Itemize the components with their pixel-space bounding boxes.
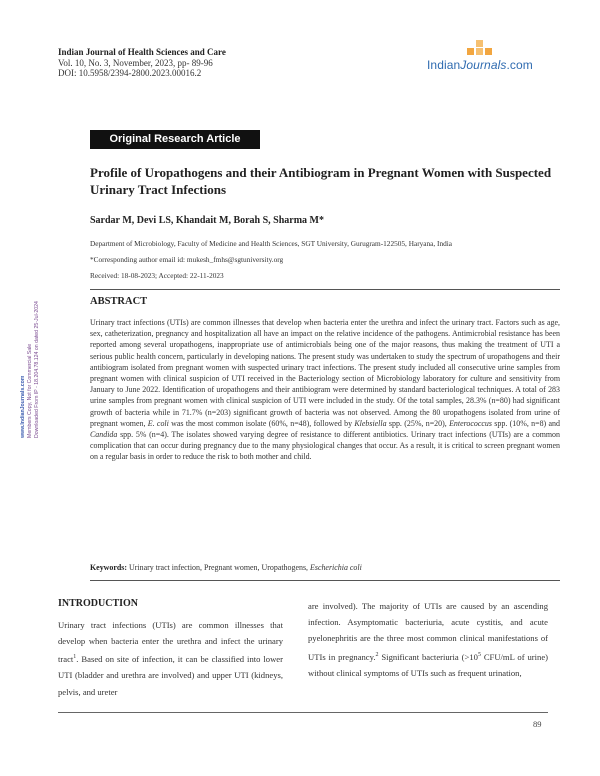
keywords: Keywords: Urinary tract infection, Pregnant women, Uropathogens, Escherichia coli [90, 563, 362, 572]
abstract-body: Urinary tract infections (UTIs) are common illnesses that develop when bacteria enter the urethra and infect the urinary tract. Factors such as age, sex, catheterization, pregnancy and hospitalization all have an impact on the relative incidence of the pathogens. Antimicrobial resistance has been reported among several uropathogens, inappropriate use of antimicrobials being one of the major reasons, thus making the treatment of UTI a serious public health concern, particularly in developing nations. The present study was undertaken to study the spectrum of uropathogens and their antibiogram isolated from pregnant women with suspected urinary tract infections. The present study included all consecutive urine samples from pregnant women with clinical suspicion of UTI received in the Bacteriology section of Microbiology laboratory for culture and sensitivity from January to June 2022. Identification of uropathogens and their antibiogram were determined by standard bacteriological techniques. A total of 283 urine samples from pregnant women with clinical suspicion of UTI were included in the study. Of the total samples, 28.3% (n=80) had significant growth of bacteria while in 71.7% (n=203) significant growth of bacteria was not observed. Among the 80 uropathogens isolated from urine of pregnant women, E. coli was the most common isolate (60%, n=48), followed by Klebsiella spp. (25%, n=20), Enterococcus spp. (10%, n=8) and Candida spp. 5% (n=4). The isolates showed varying degree of resistance to different antibiotics. Urinary tract infections (UTIs) are a common complication that can occur during pregnancy due to the many physiological changes that occur. As a result, it is critical to screen pregnant women on a regular basis in order to reduce the risk to both mother and child. [90, 318, 560, 462]
page-number: 89 [533, 719, 542, 729]
logo-square-icon [476, 40, 483, 47]
watermark-download: Downloaded From IP - 18.204.78.124 on dated 25-Jul-2024 [34, 301, 40, 438]
introduction-column-2: are involved). The majority of UTIs are caused by an ascending infection. Asymptomatic bacteriuria, acute cystitis, and acute pyelonephritis are the three most common clinical manifestations of UTIs in pregnancy.$^2$ Significant bacteriuria ($>10^5$ CFU/mL of urine) without clinical symptoms of UTIs such as frequent urination, [308, 601, 549, 678]
download-watermark [20, 138, 41, 438]
footer-divider [58, 712, 548, 713]
abstract-bottom-divider [90, 580, 560, 581]
logo-square-icon [467, 48, 474, 55]
author-list: Sardar M, Devi LS, Khandait M, Borah S, Sharma M* [90, 215, 324, 226]
watermark-members: Members Copy, Not for Commercial Sale [27, 343, 33, 438]
introduction-column-1: Urinary tract infections (UTIs) are common illnesses that develop when bacteria enter the urethra and infect the urinary tract$^1$. Based on site of infection, it can be classified into lower UTI (bladder and urethra are involved) and upper UTI (kidneys, pelvis, and ureter [58, 620, 283, 697]
logo-square-icon [476, 48, 483, 55]
introduction-heading: INTRODUCTION [58, 598, 139, 609]
journal-header [58, 47, 226, 79]
corresponding-author: *Corresponding author email id: mukesh_fmhs@sgtuniversity.org [90, 255, 284, 264]
affiliation: Department of Microbiology, Faculty of Medicine and Health Sciences, SGT University, Gurugram-122505, Haryana, India [90, 239, 453, 248]
indianjournals-logo [427, 44, 549, 84]
logo-square-icon [485, 48, 492, 55]
volume-line: Vol. 10, No. 3, November, 2023, pp- 89-96 [58, 57, 213, 68]
article-dates: Received: 18-08-2023; Accepted: 22-11-2023 [90, 271, 224, 280]
doi-line: DOI: 10.5958/2394-2800.2023.00016.2 [58, 68, 202, 78]
journal-name: Indian Journal of Health Sciences and Care [58, 47, 226, 57]
abstract-top-divider [90, 289, 560, 290]
logo-text: IndianJournals.com [427, 58, 533, 72]
watermark-site[interactable]: www.IndianJournals.com [20, 375, 26, 438]
article-title: Profile of Uropathogens and their Antibiogram in Pregnant Women with Suspected Urinary Tract Infections [90, 165, 552, 197]
abstract-heading: ABSTRACT [90, 296, 148, 307]
article-type-badge: Original Research Article [90, 130, 260, 149]
